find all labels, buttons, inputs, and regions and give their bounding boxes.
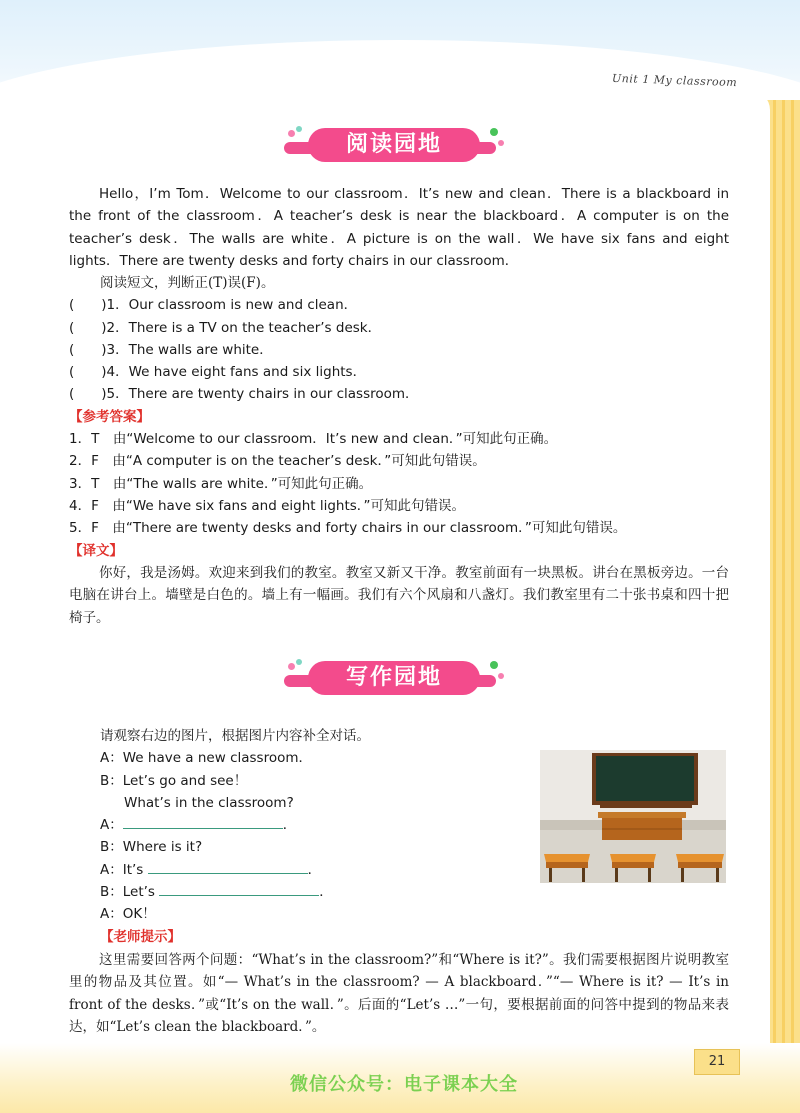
reading-instruction: 阅读短文，判断正(T)误(F)。 xyxy=(100,275,275,291)
reading-title: 阅读园地 xyxy=(308,128,480,162)
writing-title: 写作园地 xyxy=(308,661,480,695)
decor-dot-icon xyxy=(296,659,302,665)
answer-item: 4．F 由“We have six fans and eight lights．”可知此句错误。 xyxy=(69,497,466,514)
decor-dot-icon xyxy=(288,663,295,670)
period: ． xyxy=(319,884,333,901)
decor-dot-icon xyxy=(296,126,302,132)
decor-dot-icon xyxy=(490,661,498,669)
blackboard-icon xyxy=(592,753,698,808)
decor-dot-icon xyxy=(288,130,295,137)
dialogue-line: B：Let’s go and see！ xyxy=(100,772,248,789)
period: ． xyxy=(307,861,322,878)
running-header: Unit 1 My classroom xyxy=(611,71,738,90)
answer-item: 1．T 由“Welcome to our classroom．It’s new and clean．”可知此句正确。 xyxy=(69,431,558,448)
answer-blank-1[interactable] xyxy=(123,814,283,829)
reading-title-badge xyxy=(284,126,514,166)
page-number: 21 xyxy=(694,1049,740,1075)
decor-dot-icon xyxy=(498,140,504,146)
writing-title-badge xyxy=(284,659,514,699)
page-edge-mask xyxy=(750,90,770,1113)
decor-dot-icon xyxy=(498,673,504,679)
watermark-text: 微信公众号：电子课本大全 xyxy=(290,1074,518,1095)
answer-item: 5．F 由“There are twenty desks and forty chairs in our classroom．”可知此句错误。 xyxy=(69,520,627,537)
question-item: ( )5．There are twenty chairs in our classroom． xyxy=(69,386,419,403)
teacher-tip-text: 这里需要回答两个问题：“What’s in the classroom?”和“Where is it?”。我们需要根据图片说明教室里的物品及其位置。如“— What’s in the classroom? — A blackboard．”“— Where is it? — It’s in front of the desks．”或“It’s on the wall．”。后面的“Let’s …”一句，要根据前面的问答中提到的物品来表达，如“Let’s clean the blackboard．”。 xyxy=(69,952,729,1035)
dialogue-line: A：OK！ xyxy=(100,906,156,923)
question-item: ( )3．The walls are white． xyxy=(69,341,273,358)
decor-dot-icon xyxy=(490,128,498,136)
dialogue-line xyxy=(69,859,529,881)
teachers-desk-icon xyxy=(598,812,686,840)
answer-blank-3[interactable] xyxy=(159,881,319,896)
writing-instruction: 请观察右边的图片，根据图片内容补全对话。 xyxy=(100,728,370,744)
classroom-illustration xyxy=(540,750,726,883)
reading-passage: Hello，I’m Tom．Welcome to our classroom．It’s new and clean．There is a blackboard in the front of the classroom．A teacher’s desk is near the blackboard．A computer is on the teacher’s desk．The walls are white．A picture is on the wall．We have six fans and eight lights．There are twenty desks and forty chairs in our classroom． xyxy=(69,186,729,269)
translation-heading: 【译文】 xyxy=(69,542,123,559)
speaker-label: A： xyxy=(100,817,123,834)
answer-blank-2[interactable] xyxy=(148,859,308,874)
answer-item: 2．F 由“A computer is on the teacher’s desk．”可知此句错误。 xyxy=(69,453,486,470)
answer-heading: 【参考答案】 xyxy=(69,408,150,425)
dialogue-line: What’s in the classroom? xyxy=(124,794,294,811)
writing-dialogue xyxy=(69,725,529,948)
speaker-label: A：It’s xyxy=(100,861,144,878)
answer-item: 3．T 由“The walls are white．”可知此句正确。 xyxy=(69,475,373,492)
question-item: ( )1．Our classroom is new and clean． xyxy=(69,297,358,314)
period: ． xyxy=(282,817,297,834)
speaker-label: B：Let’s xyxy=(100,884,155,901)
reading-questions xyxy=(69,272,729,562)
dialogue-line xyxy=(69,881,529,903)
question-item: ( )4．We have eight fans and six lights． xyxy=(69,364,367,381)
dialogue-line xyxy=(69,814,529,836)
question-item: ( )2．There is a TV on the teacher’s desk． xyxy=(69,319,382,336)
dialogue-line: B：Where is it? xyxy=(100,839,203,856)
tip-heading: 【老师提示】 xyxy=(100,928,181,945)
translation-text: 你好，我是汤姆。欢迎来到我们的教室。教室又新又干净。教室前面有一块黑板。讲台在黑板旁边。一台电脑在讲台上。墙壁是白色的。墙上有一幅画。我们有六个风扇和八盏灯。我们教室里有二十张书桌和四十把椅子。 xyxy=(69,565,729,626)
dialogue-line: A：We have a new classroom． xyxy=(100,750,312,767)
